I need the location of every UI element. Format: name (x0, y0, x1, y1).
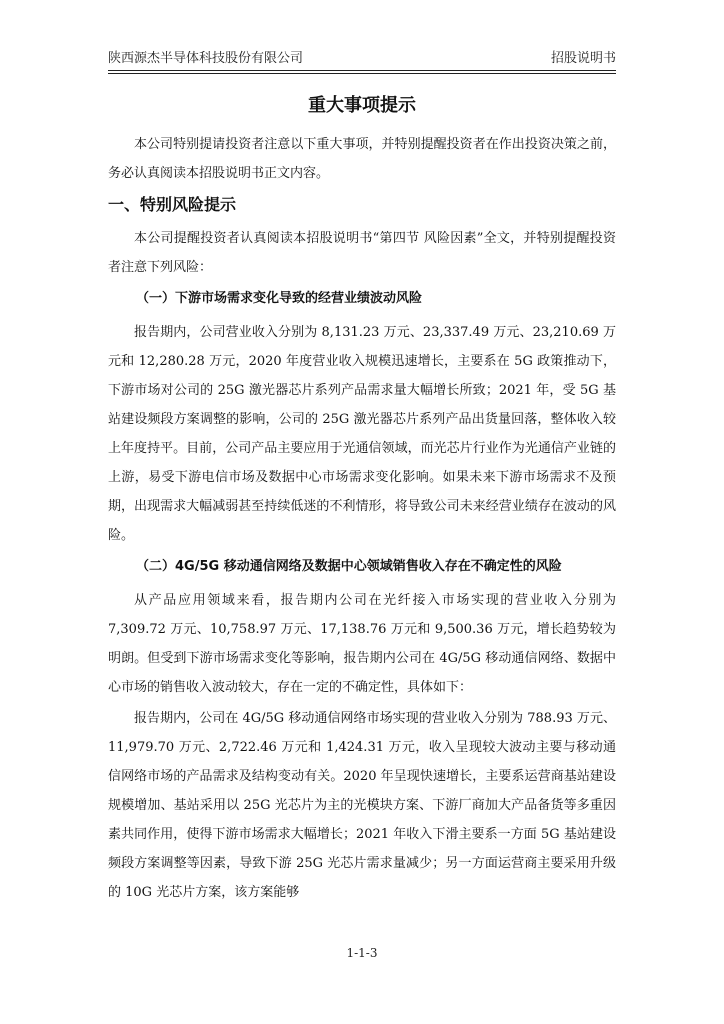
risk-paragraph-mobile-datacenter-2: 报告期内，公司在 4G/5G 移动通信网络市场实现的营业收入分别为 788.93 万元、11,979.70 万元、2,722.46 万元和 1,424.31 万元，收入呈现较大波动主要与移动通信网络市场的产品需求及结构变动有关。2020 年呈现快速增长，主要系运营商基站建设规模增加、基站采用以 25G 光芯片为主的光模块方案、下游厂商加大产品备货等多重因素共同作用，使得下游市场需求大幅增长；2021 年收入下滑主要系一方面 5G 基站建设频段方案调整等因素，导致下游 25G 光芯片需求量减少；另一方面运营商主要采用升级的 10G 光芯片方案，该方案能够 (108, 711, 616, 900)
header-rule (108, 70, 616, 71)
page-title: 重大事项提示 (308, 95, 416, 116)
header-doc-type: 招股说明书 (550, 51, 616, 66)
page-number: 1-1-3 (346, 946, 378, 960)
page-header (108, 48, 616, 70)
risk-heading-downstream: （一）下游市场需求变化导致的经营业绩波动风险 (136, 291, 423, 306)
page-content (108, 92, 616, 909)
intro-paragraph: 本公司特别提请投资者注意以下重大事项，并特别提醒投资者在作出投资决策之前，务必认真阅读本招股说明书正文内容。 (108, 137, 616, 181)
risk-heading-mobile-datacenter: （二）4G/5G 移动通信网络及数据中心领域销售收入存在不确定性的风险 (136, 559, 562, 574)
section-heading-special-risks: 一、特别风险提示 (108, 195, 237, 214)
header-company: 陕西源杰半导体科技股份有限公司 (108, 51, 304, 66)
header-rule-thin (108, 73, 616, 74)
risk-paragraph-downstream: 报告期内，公司营业收入分别为 8,131.23 万元、23,337.49 万元、23,210.69 万元和 12,280.28 万元，2020 年度营业收入规模迅速增长，主要系在 5G 政策推动下，下游市场对公司的 25G 激光器芯片系列产品需求量大幅增长所致；2021 年，受 5G 基站建设频段方案调整的影响，公司的 25G 激光器芯片系列产品出货量回落，整体收入较上年度持平。目前，公司产品主要应用于光通信领域，而光芯片行业作为光通信产业链的上游，易受下游电信市场及数据中心市场需求变化影响。如果未来下游市场需求不及预期，出现需求大幅减弱甚至持续低迷的不利情形，将导致公司未来经营业绩存在波动的风险。 (108, 325, 616, 543)
section-intro-paragraph: 本公司提醒投资者认真阅读本招股说明书“第四节 风险因素”全文，并特别提醒投资者注意下列风险： (108, 231, 616, 275)
risk-paragraph-mobile-datacenter-1: 从产品应用领域来看，报告期内公司在光纤接入市场实现的营业收入分别为 7,309.72 万元、10,758.97 万元、17,138.76 万元和 9,500.36 万元，增长趋势较为明朗。但受到下游市场需求变化等影响，报告期内公司在 4G/5G 移动通信网络、数据中心市场的销售收入波动较大，存在一定的不确定性，具体如下： (108, 593, 616, 695)
